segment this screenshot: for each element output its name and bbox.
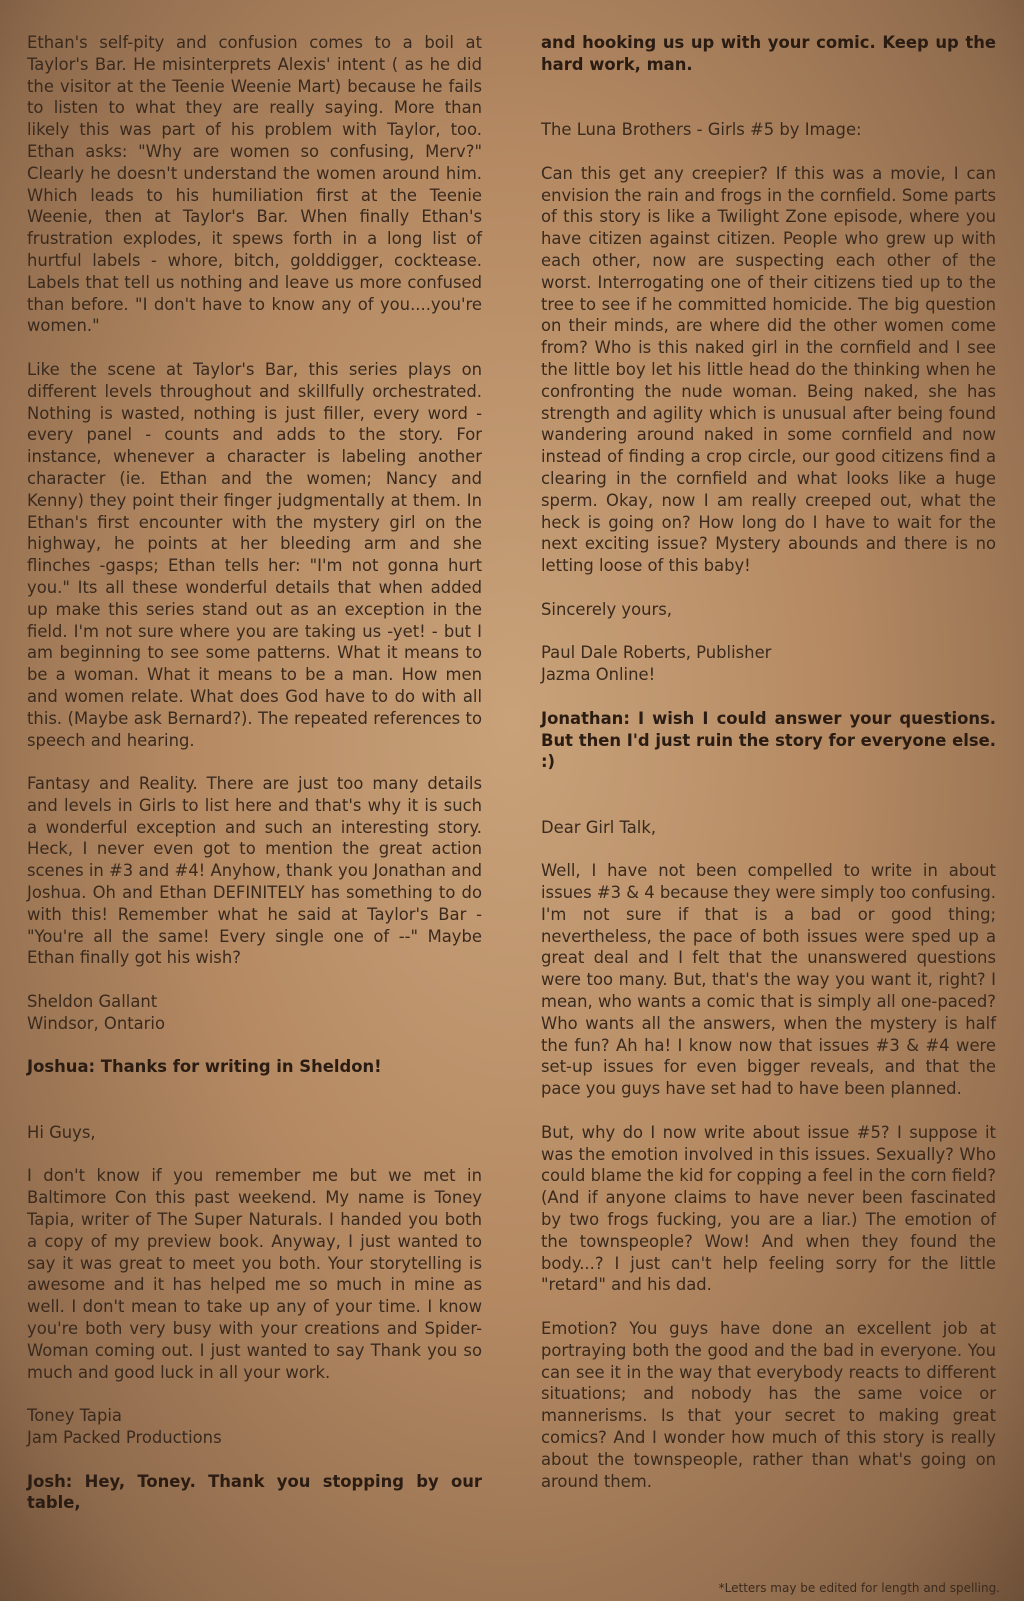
letter-greeting: Dear Girl Talk, xyxy=(541,817,657,837)
editor-reply: Joshua: Thanks for writing in Sheldon! xyxy=(27,1057,382,1077)
editor-reply-continued: and hooking us up with your comic. Keep up the hard work, man. xyxy=(541,33,996,74)
letter-paragraph: Like the scene at Taylor's Bar, this series plays on different levels throughout and skillfully orchestrated. Nothing is wasted, nothing is just filler, every word - every panel - counts and adds to the story. For instance, whenever a character is labeling another character (ie. Ethan and the women; Nancy and Kenny) they point their finger judgmentally at them. In Ethan's first encounter with the mystery girl on the highway, he points at her bleeding arm and she flinches -gasps; Ethan tells her: "I'm not gonna hurt you." Its all these wonderful details that when added up make this series stand out as an exception in the field. I'm not sure where you are taking us -yet! - but I am beginning to see some patterns. What it means to be a woman. What it means to be a man. How men and women relate. What does God have to do with all this. (Maybe ask Bernard?). The repeated references to speech and hearing. xyxy=(27,359,482,750)
signature-location: Windsor, Ontario xyxy=(27,1013,165,1033)
letter-heading: The Luna Brothers - Girls #5 by Image: xyxy=(541,120,862,140)
letter-paragraph: But, why do I now write about issue #5? I suppose it was the emotion involved in this issues. Sexually? Who could blame the kid for copping a feel in the corn field? (And if anyone claims to have never been fascinated by two frogs fucking, you are a liar.) The emotion of the townspeople? Wow! And when they found the body...? I just can't help feeling sorry for the little "retard" and his dad. xyxy=(541,1122,996,1295)
letter-paragraph: Fantasy and Reality. There are just too many details and levels in Girls to list here and that's why it is such a wonderful exception and such an interesting story. Heck, I never even got to mention the great action scenes in #3 and #4! Anyhow, thank you Jonathan and Joshua. Oh and Ethan DEFINITELY has something to do with this! Remember what he said at Taylor's Bar - "You're all the same! Every single one of --" Maybe Ethan finally got his wish? xyxy=(27,774,482,968)
editing-footnote: *Letters may be edited for length and spelling. xyxy=(718,1581,1000,1595)
letter-paragraph: Ethan's self-pity and confusion comes to a boil at Taylor's Bar. He misinterprets Alexis' intent ( as he did the visitor at the Teenie Weenie Mart) because he fails to listen to what they are really saying. More than likely this was part of his problem with Taylor, too. Ethan asks: "Why are women so confusing, Merv?" Clearly he doesn't understand the women around him. Which leads to his humiliation first at the Teenie Weenie, then at Taylor's Bar. When finally Ethan's frustration explodes, it spews forth in a long list of hurtful labels - whore, bitch, golddigger, cocktease. Labels that tell us nothing and leave us more confused than before. "I don't have to know any of you....you're women." xyxy=(27,33,482,336)
letter-closing: Sincerely yours, xyxy=(541,599,672,619)
editor-reply: Josh: Hey, Toney. Thank you stopping by our table, xyxy=(27,1471,482,1513)
letter-paragraph: I don't know if you remember me but we met in Baltimore Con this past weekend. My name is Toney Tapia, writer of The Super Naturals. I handed you both a copy of my preview book. Anyway, I just wanted to say it was great to meet you both. Your storytelling is awesome and it has helped me so much in mine as well. I don't mean to take up any of your time. I know you're both very busy with your creations and Spider-Woman coming out. I just wanted to say Thank you so much and good luck in all your work. xyxy=(27,1166,482,1382)
letter-paragraph: Can this get any creepier? If this was a movie, I can envision the rain and frogs in the cornfield. Some parts of this story is like a Twilight Zone episode, where you have citizen against citizen. People who grew up with each other, now are suspecting each other of the worst. Interrogating one of their citizens tied up to the tree to see if he committed homicide. The big question on their minds, are where did the other women come from? Who is this naked girl in the cornfield and I see the little boy let his little head do the thinking when he confronting the nude woman. Being naked, she has strength and agility which is unusual after being found wandering around naked in some cornfield and now instead of finding a crop circle, our good citizens find a clearing in the cornfield and what looks like a huge sperm. Okay, now I am really creeped out, what the heck is going on? How long do I have to wait for the next exciting issue? Mystery abounds and there is no letting loose of this baby! xyxy=(541,163,996,576)
right-column xyxy=(541,32,996,1514)
signature-organization: Jam Packed Productions xyxy=(27,1428,222,1447)
letter-greeting: Hi Guys, xyxy=(27,1122,96,1142)
signature-block xyxy=(27,991,482,1035)
signature-organization: Jazma Online! xyxy=(541,665,656,685)
signature-name: Sheldon Gallant xyxy=(27,992,158,1012)
signature-name: Toney Tapia xyxy=(27,1406,122,1426)
signature-name: Paul Dale Roberts, Publisher xyxy=(541,643,772,663)
signature-block xyxy=(541,642,996,686)
left-column xyxy=(27,32,482,1536)
signature-block xyxy=(27,1405,482,1449)
editor-reply: Jonathan: I wish I could answer your questions. But then I'd just ruin the story for everyone else. :) xyxy=(541,708,996,772)
letter-paragraph: Well, I have not been compelled to write in about issues #3 & 4 because they were simply too confusing. I'm not sure if that is a bad or good thing; nevertheless, the pace of both issues were sped up a great deal and I felt that the unanswered questions were too many. But, that's the way you want it, right? I mean, who wants a comic that is simply all one-paced? Who wants all the answers, when the mystery is half the fun? Ah ha! I know now that issues #3 & #4 were set-up issues for even bigger reveals, and that the pace you guys have set had to have been planned. xyxy=(541,861,996,1099)
letter-paragraph: Emotion? You guys have done an excellent job at portraying both the good and the bad in everyone. You can see it in the way that everybody reacts to different situations; and nobody has the same voice or mannerisms. Is that your secret to making great comics? And I wonder how much of this story is really about the townspeople, rather than what's going on around them. xyxy=(541,1319,996,1491)
